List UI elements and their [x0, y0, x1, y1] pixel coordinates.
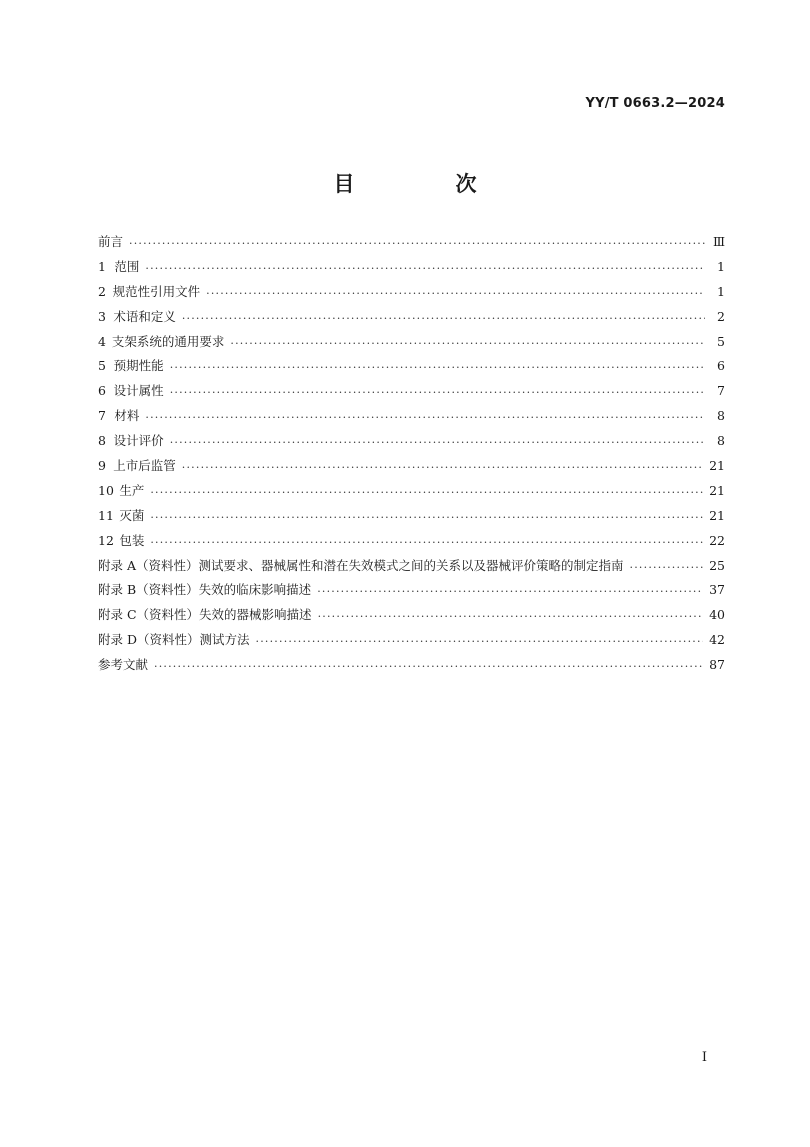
toc-entry-scope[interactable] [98, 257, 725, 282]
toc-leader-dots [182, 310, 705, 324]
toc-entry-annex-prefix: 附录 C（资料性） [98, 607, 200, 623]
toc-leader-dots [182, 459, 703, 473]
toc-entry-page: 7 [717, 383, 725, 399]
toc-entry-page: 8 [717, 408, 725, 424]
toc-entry-page: Ⅲ [712, 234, 725, 249]
toc-leader-dots [256, 633, 704, 647]
toc-entry-number: 12 [98, 532, 114, 548]
toc-entry-number: 4 [98, 333, 106, 349]
toc-leader-dots [230, 335, 705, 349]
toc-entry-label: 测试方法 [199, 632, 250, 648]
toc-entry-label: 前言 [98, 234, 124, 249]
toc-entry-number: 3 [98, 308, 106, 324]
toc-entry-label: 设计属性 [113, 383, 164, 399]
toc-entry-page: 8 [717, 433, 725, 449]
toc-entry-annex-prefix: 附录 B（资料性） [98, 582, 199, 598]
toc-entry-intended-performance[interactable] [98, 356, 725, 381]
toc-entry-number: 8 [98, 433, 106, 449]
toc-entry-number: 9 [98, 458, 106, 474]
toc-entry-page: 37 [709, 582, 725, 598]
toc-entry-manufacturing[interactable] [98, 481, 725, 506]
toc-entry-general-requirements[interactable] [98, 332, 725, 357]
toc-entry-label: 包装 [119, 532, 145, 548]
toc-entry-terms-definitions[interactable] [98, 307, 725, 332]
toc-leader-dots [170, 359, 705, 373]
toc-leader-dots [317, 583, 703, 597]
toc-entry-number: 6 [98, 383, 106, 399]
toc-entry-page: 6 [717, 358, 725, 374]
toc-entry-page: 25 [709, 557, 725, 573]
toc-entry-post-market-surveillance[interactable] [98, 456, 725, 481]
toc-entry-label: 失效的器械影响描述 [199, 607, 312, 623]
toc-leader-dots [206, 285, 705, 299]
toc-leader-dots [154, 658, 703, 672]
toc-entry-number: 1 [98, 258, 106, 274]
toc-entry-page: 22 [709, 532, 725, 548]
toc-entry-materials[interactable] [98, 406, 725, 431]
toc-entry-annex-a[interactable] [98, 556, 725, 581]
page-title: 目 次 [333, 172, 517, 196]
toc-entry-number: 10 [98, 482, 114, 498]
toc-leader-dots [150, 484, 703, 498]
toc-leader-dots [630, 559, 704, 573]
table-of-contents [98, 232, 725, 680]
toc-entry-page: 21 [709, 507, 725, 523]
toc-leader-dots [150, 534, 703, 548]
toc-entry-label: 失效的临床影响描述 [198, 582, 312, 598]
toc-entry-page: 87 [709, 657, 725, 673]
toc-entry-label: 材料 [114, 408, 140, 424]
toc-entry-page: 1 [717, 258, 725, 274]
toc-entry-foreword[interactable] [98, 232, 725, 257]
toc-entry-design-evaluation[interactable] [98, 431, 725, 456]
toc-entry-annex-prefix: 附录 A（资料性） [98, 557, 199, 573]
toc-entry-number: 11 [98, 507, 114, 523]
toc-entry-label: 规范性引用文件 [112, 283, 201, 299]
toc-entry-label: 预期性能 [113, 358, 164, 374]
toc-entry-design-attributes[interactable] [98, 381, 725, 406]
toc-leader-dots [170, 434, 705, 448]
toc-leader-dots [318, 608, 704, 622]
toc-entry-label: 支架系统的通用要求 [111, 333, 225, 349]
toc-entry-label: 设计评价 [113, 433, 164, 449]
document-code: YY/T 0663.2—2024 [585, 96, 725, 111]
toc-leader-dots [170, 384, 705, 398]
toc-leader-dots [129, 235, 705, 249]
toc-entry-annex-b[interactable] [98, 580, 725, 605]
toc-entry-label: 灭菌 [119, 507, 145, 523]
toc-entry-number: 7 [98, 408, 106, 424]
toc-entry-packaging[interactable] [98, 531, 725, 556]
toc-entry-number: 2 [98, 283, 106, 299]
toc-entry-page: 21 [709, 482, 725, 498]
toc-entry-label: 测试要求、器械属性和潜在失效模式之间的关系以及器械评价策略的制定指南 [198, 557, 624, 573]
toc-entry-page: 21 [709, 458, 725, 474]
toc-entry-annex-d[interactable] [98, 630, 725, 655]
toc-entry-annex-prefix: 附录 D（资料性） [98, 632, 200, 648]
toc-leader-dots [145, 409, 705, 423]
page-number: I [701, 1050, 707, 1065]
toc-entry-page: 42 [709, 632, 725, 648]
toc-entry-page: 5 [717, 333, 725, 349]
toc-entry-label: 生产 [119, 482, 145, 498]
toc-entry-page: 1 [717, 283, 725, 299]
toc-entry-page: 2 [717, 308, 725, 324]
toc-entry-annex-c[interactable] [98, 605, 725, 630]
toc-leader-dots [145, 260, 705, 274]
toc-entry-label: 术语和定义 [113, 308, 176, 324]
toc-entry-number: 5 [98, 358, 106, 374]
toc-entry-sterilization[interactable] [98, 506, 725, 531]
toc-entry-label: 参考文献 [98, 657, 149, 673]
toc-entry-bibliography[interactable] [98, 655, 725, 680]
toc-entry-label: 上市后监管 [113, 458, 176, 474]
toc-entry-normative-references[interactable] [98, 282, 725, 307]
toc-leader-dots [150, 509, 703, 523]
toc-entry-label: 范围 [114, 258, 140, 274]
toc-entry-page: 40 [709, 607, 725, 623]
